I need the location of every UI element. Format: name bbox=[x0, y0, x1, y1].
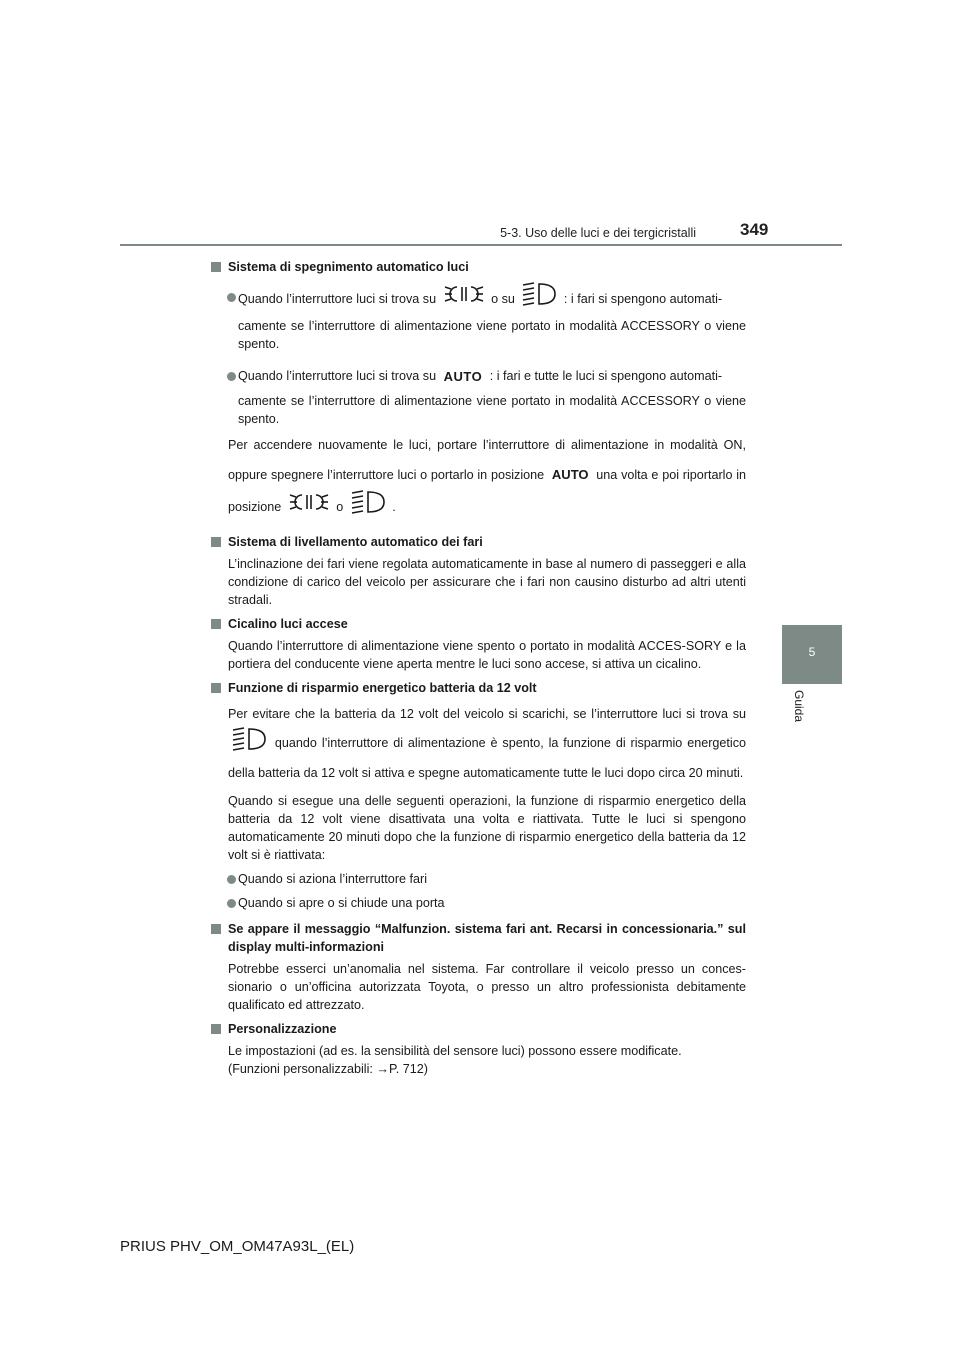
paragraph: camente se l’interruttore di alimentazione viene portato in modalità ACCESSORY o viene spento. bbox=[238, 393, 746, 426]
section-heading-leveling: Sistema di livellamento automatico dei fari bbox=[210, 533, 746, 551]
paragraph: Quando si esegue una delle seguenti operazioni, la funzione di risparmio energetico della batteria da 12 volt viene disattivata una volta e riattivata. Tutte le luci si spengono automaticamente 20 minuti dopo che la funzione di risparmio energetico della batteria da 12 volt si è riattivata: bbox=[228, 794, 746, 863]
bullet-dot bbox=[227, 372, 236, 381]
chapter-tab bbox=[782, 625, 842, 684]
parking-light-icon bbox=[444, 283, 484, 316]
paragraph: Per accendere nuovamente le luci, portare l’interruttore di alimentazione in modalità ON, oppure spegnere l’interruttore luci o portarlo in posizione AUTO una volta e poi riportarlo in posizione o . bbox=[210, 430, 746, 526]
section-heading-malfunction: Se appare il messaggio “Malfunzion. sistema fari ant. Recarsi in concessionaria.” sul display multi-informazioni bbox=[210, 920, 746, 956]
paragraph: Per evitare che la batteria da 12 volt del veicolo si scarichi, se l’interruttore luci si trova su quando l’interruttore di alimentazione è spento, la funzione di risparmio energetico della batteria da 12 volt si attiva e spegne automaticamente tutte le luci dopo circa 20 minuti. bbox=[228, 707, 746, 781]
section-heading-buzzer: Cicalino luci accese bbox=[210, 615, 746, 633]
section-heading-battery-saver: Funzione di risparmio energetico batteria da 12 volt bbox=[210, 679, 746, 697]
bullet-item: Quando si aziona l’interruttore fari bbox=[210, 870, 746, 888]
headlight-icon bbox=[351, 490, 385, 525]
page-content bbox=[210, 252, 746, 1078]
auto-switch-icon: AUTO bbox=[551, 467, 589, 483]
bullet-dot bbox=[227, 899, 236, 908]
bullet-item: Quando si apre o si chiude una porta bbox=[210, 894, 746, 912]
section-title: 5-3. Uso delle luci e dei tergicristalli bbox=[500, 226, 696, 240]
paragraph: Potrebbe esserci un’anomalia nel sistema. Far controllare il veicolo presso un conces-sionario o un’officina autorizzata Toyota, o presso un altro professionista debitamente qualificato ed attrezzato. bbox=[228, 962, 746, 1013]
bullet-item: Quando l’interruttore luci si trova su o su : i fari si spengono automati- bbox=[210, 282, 746, 317]
chapter-label: Guida bbox=[792, 690, 806, 723]
page-number: 349 bbox=[740, 220, 769, 239]
chapter-number: 5 bbox=[808, 645, 816, 659]
bullet-dot bbox=[227, 293, 236, 302]
bullet-dot bbox=[227, 875, 236, 884]
bullet-item: Quando l’interruttore luci si trova su AUTO : i fari e tutte le luci si spengono automati- bbox=[210, 361, 746, 392]
page-reference: (Funzioni personalizzabili: →P. 712) bbox=[228, 1062, 428, 1077]
parking-light-icon bbox=[289, 491, 329, 524]
headlight-icon bbox=[232, 727, 266, 760]
header-divider bbox=[120, 244, 842, 246]
section-heading-customization: Personalizzazione bbox=[210, 1020, 746, 1038]
paragraph: camente se l’interruttore di alimentazione viene portato in modalità ACCESSORY o viene spento. bbox=[238, 319, 746, 351]
headlight-icon bbox=[522, 282, 556, 317]
paragraph: Le impostazioni (ad es. la sensibilità del sensore luci) possono essere modificate. (Funzioni personalizzabili: →P. 712) bbox=[210, 1042, 746, 1078]
paragraph: Quando l’interruttore di alimentazione viene spento o portato in modalità ACCES-SORY e la portiera del conducente viene aperta mentre le luci sono accese, si attiva un cicalino. bbox=[228, 639, 746, 672]
paragraph: L’inclinazione dei fari viene regolata automaticamente in base al numero di passeggeri e alla condizione di carico del veicolo per assicurare che i fari non causino disturbo ad altri utenti stradali. bbox=[228, 557, 746, 608]
section-heading-auto-off: Sistema di spegnimento automatico luci bbox=[210, 258, 746, 276]
auto-switch-icon: AUTO bbox=[443, 368, 483, 384]
document-code: PRIUS PHV_OM_OM47A93L_(EL) bbox=[120, 1238, 355, 1255]
